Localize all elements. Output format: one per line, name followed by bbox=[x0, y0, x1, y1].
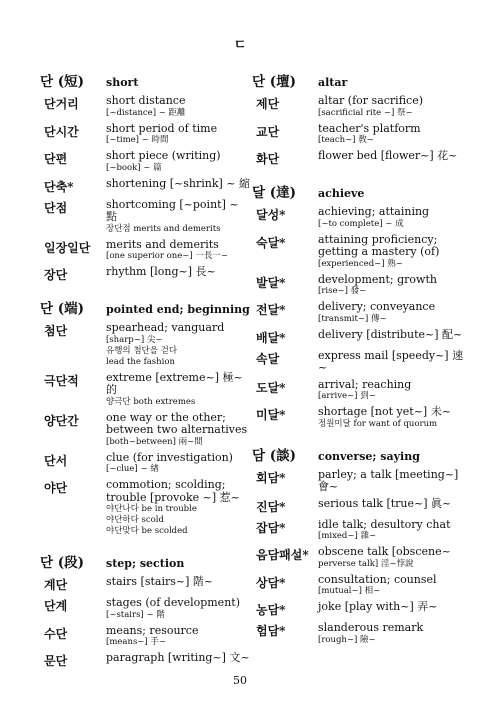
definition-note: 야단나다 be in trouble bbox=[106, 504, 197, 514]
entry-headword: 단점 bbox=[44, 200, 68, 215]
entry-definition bbox=[318, 519, 464, 543]
section-heading bbox=[40, 297, 252, 317]
definition-line: teacher's platform bbox=[318, 121, 421, 135]
entry-headword: 계단 bbox=[44, 578, 68, 592]
definition-note: [sacrificial rite ~] 祭~ bbox=[318, 107, 413, 118]
entry-headword: 장단 bbox=[44, 268, 68, 282]
entry-definition bbox=[318, 498, 464, 511]
entry-row bbox=[252, 498, 464, 515]
entry-headword: 농담* bbox=[256, 603, 286, 617]
definition-note: [experienced~] 熟~ bbox=[318, 258, 403, 269]
right-column bbox=[252, 70, 464, 660]
definition-line: shortage [not yet~] 未~ bbox=[318, 405, 451, 418]
entry-headword: 단편 bbox=[44, 152, 68, 166]
definition-note: 야단맞다 be scolded bbox=[106, 526, 188, 536]
entry-headword: 수단 bbox=[44, 626, 68, 641]
definition-note: lead the fashion bbox=[106, 356, 175, 367]
definition-note: [rough~] 險~ bbox=[318, 634, 376, 645]
entry-headword: 전달* bbox=[256, 303, 286, 317]
definition-line: attaining proficiency; bbox=[318, 232, 438, 246]
entry-definition bbox=[318, 234, 464, 270]
definition-note: [arrive~] 到~ bbox=[318, 391, 376, 401]
entry-row bbox=[252, 329, 464, 346]
entry-row bbox=[40, 123, 252, 147]
definition-line: extreme [extreme~] 極~的 bbox=[106, 370, 243, 396]
section-word: 달 (達) bbox=[252, 185, 297, 201]
left-column bbox=[40, 70, 252, 683]
entry-headword: 잡담* bbox=[256, 520, 286, 535]
definition-note: [mixed~] 雜~ bbox=[318, 531, 377, 541]
entry-definition bbox=[106, 95, 252, 119]
definition-line: serious talk [true~] 眞~ bbox=[318, 496, 452, 510]
entry-definition bbox=[106, 266, 252, 279]
entry-definition bbox=[318, 301, 464, 325]
definition-line: delivery; conveyance bbox=[318, 300, 436, 313]
definition-line: consultation; counsel bbox=[318, 572, 437, 586]
definition-note: [~stairs] ~ 階 bbox=[106, 609, 165, 620]
section-gloss: converse; saying bbox=[318, 449, 420, 463]
definition-note: [~clue] ~ 緖 bbox=[106, 464, 159, 474]
definition-line: short piece (writing) bbox=[106, 149, 221, 162]
section bbox=[40, 297, 252, 537]
definition-line: means; resource bbox=[106, 623, 199, 637]
entry-row bbox=[40, 95, 252, 119]
definition-line: short period of time bbox=[106, 121, 218, 135]
section-word: 단 (壇) bbox=[252, 74, 297, 90]
entry-definition bbox=[318, 329, 464, 342]
entry-row bbox=[252, 601, 464, 618]
entry-definition bbox=[318, 206, 464, 230]
entry-definition bbox=[106, 372, 252, 408]
entry-definition bbox=[318, 150, 464, 163]
definition-note: [~to complete] ~ 成 bbox=[318, 218, 404, 229]
definition-line: clue (for investigation) bbox=[106, 450, 233, 464]
entry-definition bbox=[318, 574, 464, 598]
entry-row bbox=[40, 452, 252, 476]
entry-headword: 배달* bbox=[256, 330, 286, 345]
definition-line: express mail [speedy~] 速~ bbox=[318, 348, 464, 374]
definition-note: [both~between] 兩~間 bbox=[106, 436, 203, 447]
entry-row bbox=[40, 412, 252, 448]
section-word: 담 (談) bbox=[252, 447, 297, 464]
definition-line: trouble [provoke ~] 惹~ bbox=[106, 490, 240, 504]
section-gloss: pointed end; beginning bbox=[106, 303, 250, 316]
section-word: 단 (端) bbox=[40, 301, 85, 317]
definition-line: slanderous remark bbox=[318, 621, 424, 634]
entry-row bbox=[252, 406, 464, 430]
definition-note: [~distance] ~ 距離 bbox=[106, 107, 186, 118]
entry-headword: 극단적 bbox=[44, 373, 79, 388]
entry-definition bbox=[318, 95, 464, 119]
definition-line: one way or the other; bbox=[106, 410, 226, 424]
section bbox=[40, 551, 252, 669]
definition-note: [teach~] 敎~ bbox=[318, 135, 374, 145]
section-gloss: altar bbox=[318, 76, 348, 89]
entry-row bbox=[40, 479, 252, 537]
definition-note: [sharp~] 尖~ bbox=[106, 334, 163, 345]
entry-row bbox=[40, 372, 252, 408]
section bbox=[40, 70, 252, 283]
entry-definition bbox=[318, 123, 464, 147]
definition-line: joke [play with~] 弄~ bbox=[318, 600, 438, 613]
definition-line: shortening [~shrink] ~ 縮 bbox=[106, 176, 251, 190]
definition-note: 양극단 both extremes bbox=[106, 396, 196, 407]
section bbox=[252, 70, 464, 167]
section-gloss: step; section bbox=[106, 557, 185, 570]
entry-headword: 화단 bbox=[256, 152, 280, 166]
entry-headword: 단계 bbox=[44, 599, 68, 613]
definition-line: flower bed [flower~] 花~ bbox=[318, 149, 458, 162]
entry-row bbox=[252, 95, 464, 119]
definition-note: perverse talk] 淫~悖說 bbox=[318, 558, 414, 569]
entry-headword: 도달* bbox=[256, 380, 286, 395]
entry-row bbox=[40, 576, 252, 593]
entry-definition bbox=[106, 123, 252, 147]
section-word: 단 (段) bbox=[40, 555, 85, 571]
entry-row bbox=[40, 322, 252, 368]
entry-row bbox=[252, 150, 464, 167]
entry-definition bbox=[318, 274, 464, 298]
section bbox=[252, 181, 464, 430]
entry-definition bbox=[106, 239, 252, 263]
entry-headword: 상담* bbox=[256, 575, 286, 590]
entry-definition bbox=[106, 479, 252, 537]
definition-line: parley; a talk [meeting~] 會~ bbox=[318, 467, 459, 493]
definition-line: spearhead; vanguard bbox=[106, 321, 225, 334]
definition-line: achieving; attaining bbox=[318, 205, 430, 218]
definition-note: [mutual~] 相~ bbox=[318, 586, 381, 596]
definition-line: altar (for sacrifice) bbox=[318, 94, 423, 107]
entry-definition bbox=[106, 625, 252, 649]
entry-definition bbox=[318, 469, 464, 494]
definition-line: merits and demerits bbox=[106, 237, 219, 251]
entry-row bbox=[252, 274, 464, 298]
entry-row bbox=[40, 239, 252, 263]
entry-definition bbox=[318, 406, 464, 430]
entry-definition bbox=[106, 199, 252, 235]
definition-line: obscene talk [obscene~ bbox=[318, 545, 451, 558]
definition-note: 유행의 첨단을 걷다 bbox=[106, 345, 178, 356]
entry-headword: 험담* bbox=[256, 624, 286, 638]
entry-row bbox=[252, 379, 464, 403]
definition-line: rhythm [long~] 長~ bbox=[106, 265, 216, 278]
entry-definition bbox=[106, 452, 252, 476]
definition-line: commotion; scolding; bbox=[106, 478, 226, 491]
definition-note: [~time] ~ 時間 bbox=[106, 135, 169, 145]
definition-note: [~book] ~ 篇 bbox=[106, 162, 162, 173]
definition-line: paragraph [writing~] 文~ bbox=[106, 651, 250, 664]
definition-line: shortcoming [~point] ~ 點 bbox=[106, 197, 239, 223]
entry-headword: 단서 bbox=[44, 453, 68, 468]
entry-row bbox=[40, 178, 252, 195]
definition-line: delivery [distribute~] 配~ bbox=[318, 327, 463, 341]
entry-row bbox=[252, 622, 464, 646]
definition-line: arrival; reaching bbox=[318, 377, 412, 391]
entry-definition bbox=[106, 322, 252, 368]
entry-headword: 속달 bbox=[256, 351, 280, 366]
entry-row bbox=[40, 597, 252, 621]
entry-definition bbox=[106, 576, 252, 589]
entry-row bbox=[252, 546, 464, 570]
entry-row bbox=[40, 266, 252, 283]
section bbox=[252, 444, 464, 646]
entry-definition bbox=[318, 601, 464, 614]
entry-row bbox=[252, 123, 464, 147]
entry-headword: 숙달* bbox=[256, 235, 286, 250]
section-heading bbox=[252, 70, 464, 90]
page-number: 50 bbox=[233, 674, 247, 687]
definition-note: [rise~] 發~ bbox=[318, 286, 367, 296]
entry-definition bbox=[318, 546, 464, 570]
entry-row bbox=[252, 350, 464, 375]
entry-headword: 발달* bbox=[256, 275, 286, 290]
entry-row bbox=[40, 199, 252, 235]
entry-definition bbox=[106, 178, 252, 191]
entry-headword: 음담패설* bbox=[256, 548, 309, 562]
entry-row bbox=[252, 234, 464, 270]
entry-headword: 교단 bbox=[256, 124, 280, 139]
section-heading bbox=[252, 444, 464, 464]
entry-row bbox=[252, 519, 464, 543]
section-heading bbox=[40, 70, 252, 90]
section-word: 단 (短) bbox=[40, 74, 85, 90]
entry-headword: 단시간 bbox=[44, 124, 79, 139]
entry-row bbox=[252, 206, 464, 230]
entry-definition bbox=[106, 597, 252, 621]
entry-headword: 일장일단 bbox=[44, 240, 91, 255]
definition-note: [means~] 手~ bbox=[106, 637, 167, 647]
page-header-mark: ㄷ bbox=[233, 38, 247, 53]
definition-line: short distance bbox=[106, 94, 186, 107]
entry-headword: 문단 bbox=[44, 654, 68, 668]
entry-definition bbox=[318, 622, 464, 646]
section-gloss: achieve bbox=[318, 187, 365, 200]
entry-row bbox=[252, 469, 464, 494]
definition-line: getting a mastery (of) bbox=[318, 245, 440, 258]
entry-headword: 달성* bbox=[256, 208, 286, 222]
entry-headword: 단거리 bbox=[44, 97, 79, 111]
entry-definition bbox=[106, 652, 252, 665]
definition-note: 정원미달 for want of quorum bbox=[318, 418, 438, 429]
section-gloss: short bbox=[106, 76, 139, 89]
entry-row bbox=[252, 574, 464, 598]
entry-headword: 양단간 bbox=[44, 413, 79, 428]
definition-note: 장단점 merits and demerits bbox=[106, 223, 221, 234]
definition-line: idle talk; desultory chat bbox=[318, 517, 451, 531]
entry-headword: 진담* bbox=[256, 499, 286, 514]
entry-definition bbox=[318, 379, 464, 403]
entry-row bbox=[40, 625, 252, 649]
definition-note: [one superior one~] 一長一~ bbox=[106, 251, 228, 261]
definition-line: between two alternatives bbox=[106, 423, 248, 436]
definition-line: stairs [stairs~] 階~ bbox=[106, 575, 214, 588]
section-heading bbox=[252, 181, 464, 201]
entry-row bbox=[40, 652, 252, 669]
entry-headword: 단축* bbox=[44, 179, 74, 194]
entry-headword: 회담* bbox=[256, 470, 286, 485]
entry-headword: 미달* bbox=[256, 408, 286, 422]
entry-definition bbox=[318, 350, 464, 375]
entry-definition bbox=[106, 150, 252, 174]
definition-note: [transmit~] 傳~ bbox=[318, 313, 387, 324]
definition-line: development; growth bbox=[318, 272, 437, 286]
entry-headword: 첨단 bbox=[44, 324, 68, 338]
definition-line: stages (of development) bbox=[106, 596, 240, 609]
entry-definition bbox=[106, 412, 252, 448]
entry-row bbox=[252, 301, 464, 325]
section-heading bbox=[40, 551, 252, 571]
entry-headword: 제단 bbox=[256, 97, 280, 111]
entry-row bbox=[40, 150, 252, 174]
entry-headword: 야단 bbox=[44, 481, 68, 495]
definition-note: 야단하다 scold bbox=[106, 515, 164, 525]
